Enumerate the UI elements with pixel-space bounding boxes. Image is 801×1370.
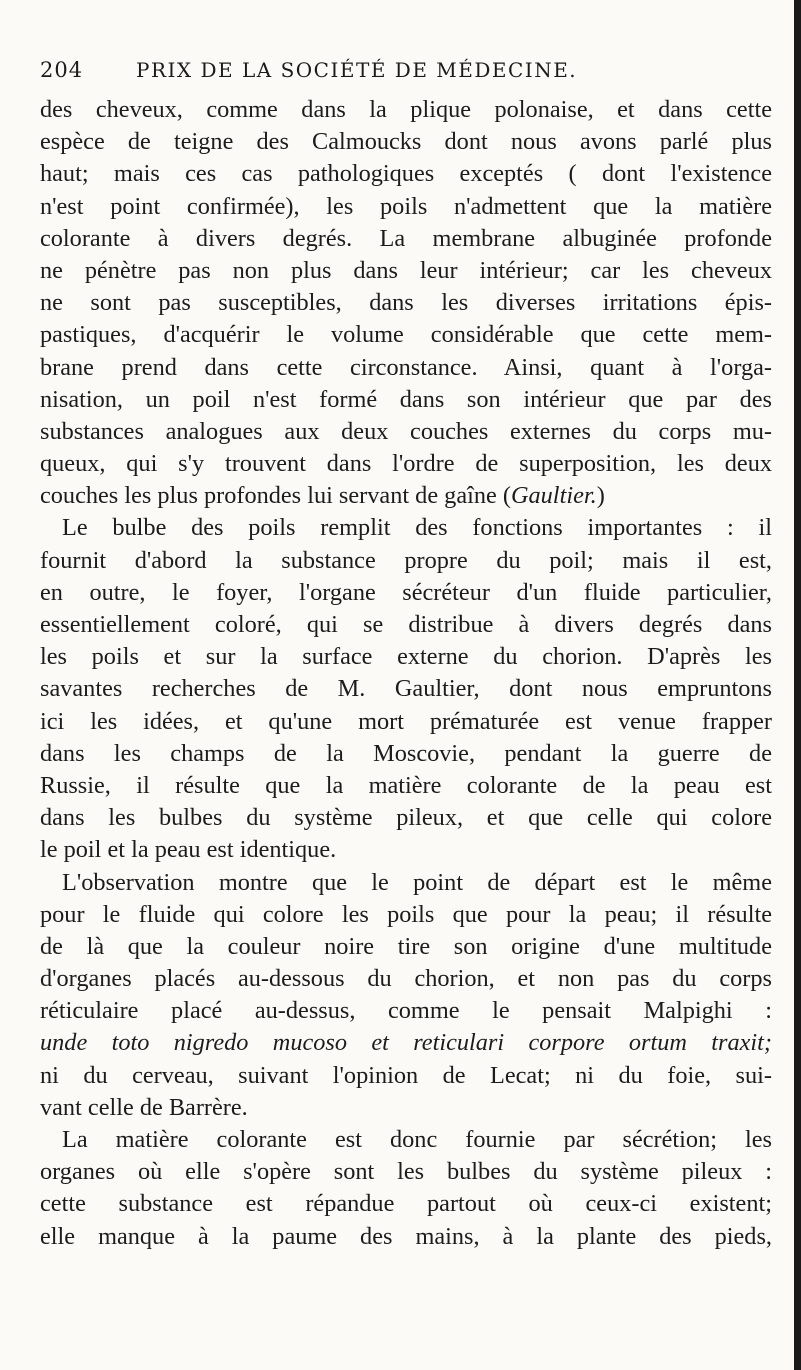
paragraph-start-line: L'observation montre que le point de départ est le même bbox=[62, 868, 772, 896]
text-line: pastiques, d'acquérir le volume considérable que cette mem- bbox=[40, 321, 772, 349]
text-line: queux, qui s'y trouvent dans l'ordre de superposition, les deux bbox=[40, 450, 772, 478]
text-line: organes où elle s'opère sont les bulbes du système pileux : bbox=[40, 1158, 772, 1186]
text-line: espèce de teigne des Calmoucks dont nous avons parlé plus bbox=[40, 128, 772, 156]
text-line: elle manque à la paume des mains, à la plante des pieds, bbox=[40, 1222, 772, 1250]
text-line: des cheveux, comme dans la plique polonaise, et dans cette bbox=[40, 96, 772, 123]
text-line: couches les plus profondes lui servant de gaîne (Gaultier.) bbox=[40, 482, 605, 510]
text-line: dans les champs de la Moscovie, pendant la guerre de bbox=[40, 739, 772, 767]
page-header bbox=[40, 50, 730, 90]
text-line: le poil et la peau est identique. bbox=[40, 836, 337, 864]
running-head: PRIX DE LA SOCIÉTÉ DE MÉDECINE. bbox=[136, 58, 578, 82]
author-citation: Gaultier. bbox=[510, 482, 597, 510]
text-line: pour le fluide qui colore les poils que pour la peau; il résulte bbox=[40, 900, 772, 928]
latin-quote-line: unde toto nigredo mucoso et reticulari corpore ortum traxit; bbox=[40, 1029, 772, 1057]
text-line: haut; mais ces cas pathologiques exceptés ( dont l'existence bbox=[40, 160, 772, 188]
paragraph-start-line: Le bulbe des poils remplit des fonctions importantes : il bbox=[62, 514, 772, 542]
text-line: ici les idées, et qu'une mort prématurée est venue frapper bbox=[40, 707, 772, 735]
text-line: savantes recherches de M. Gaultier, dont nous empruntons bbox=[40, 675, 772, 703]
text-line: substances analogues aux deux couches externes du corps mu- bbox=[40, 417, 772, 445]
body-text bbox=[40, 94, 772, 1253]
text-line: dans les bulbes du système pileux, et que celle qui colore bbox=[40, 804, 772, 832]
text-line: fournit d'abord la substance propre du poil; mais il est, bbox=[40, 546, 772, 574]
text-line: d'organes placés au-dessous du chorion, et non pas du corps bbox=[40, 965, 772, 993]
text-line: essentiellement coloré, qui se distribue à divers degrés dans bbox=[40, 611, 772, 638]
text-line: ne pénètre pas non plus dans leur intérieur; car les cheveux bbox=[40, 256, 772, 284]
text-line: vant celle de Barrère. bbox=[40, 1093, 248, 1121]
text-line: Russie, il résulte que la matière colorante de la peau est bbox=[40, 771, 772, 799]
paragraph-start-line: La matière colorante est donc fournie par sécrétion; les bbox=[62, 1126, 772, 1153]
text-line: réticulaire placé au-dessus, comme le pensait Malpighi : bbox=[40, 997, 772, 1025]
page-number: 204 bbox=[40, 58, 84, 82]
text-line: ne sont pas susceptibles, dans les diverses irritations épis- bbox=[40, 289, 772, 317]
text-line: brane prend dans cette circonstance. Ainsi, quant à l'orga- bbox=[40, 353, 772, 381]
text-line: ni du cerveau, suivant l'opinion de Lecat; ni du foie, sui- bbox=[40, 1061, 772, 1089]
text-line: les poils et sur la surface externe du chorion. D'après les bbox=[40, 643, 772, 671]
text-line: en outre, le foyer, l'organe sécréteur d'un fluide particulier, bbox=[40, 578, 772, 606]
text-line: n'est point confirmée), les poils n'admettent que la matière bbox=[40, 192, 772, 220]
text-line: cette substance est répandue partout où ceux-ci existent; bbox=[40, 1190, 772, 1218]
page-edge-shadow bbox=[794, 0, 801, 1370]
text-line: colorante à divers degrés. La membrane albuginée profonde bbox=[40, 224, 772, 252]
text-line: de là que la couleur noire tire son origine d'une multitude bbox=[40, 932, 772, 960]
text-line: nisation, un poil n'est formé dans son intérieur que par des bbox=[40, 385, 772, 413]
